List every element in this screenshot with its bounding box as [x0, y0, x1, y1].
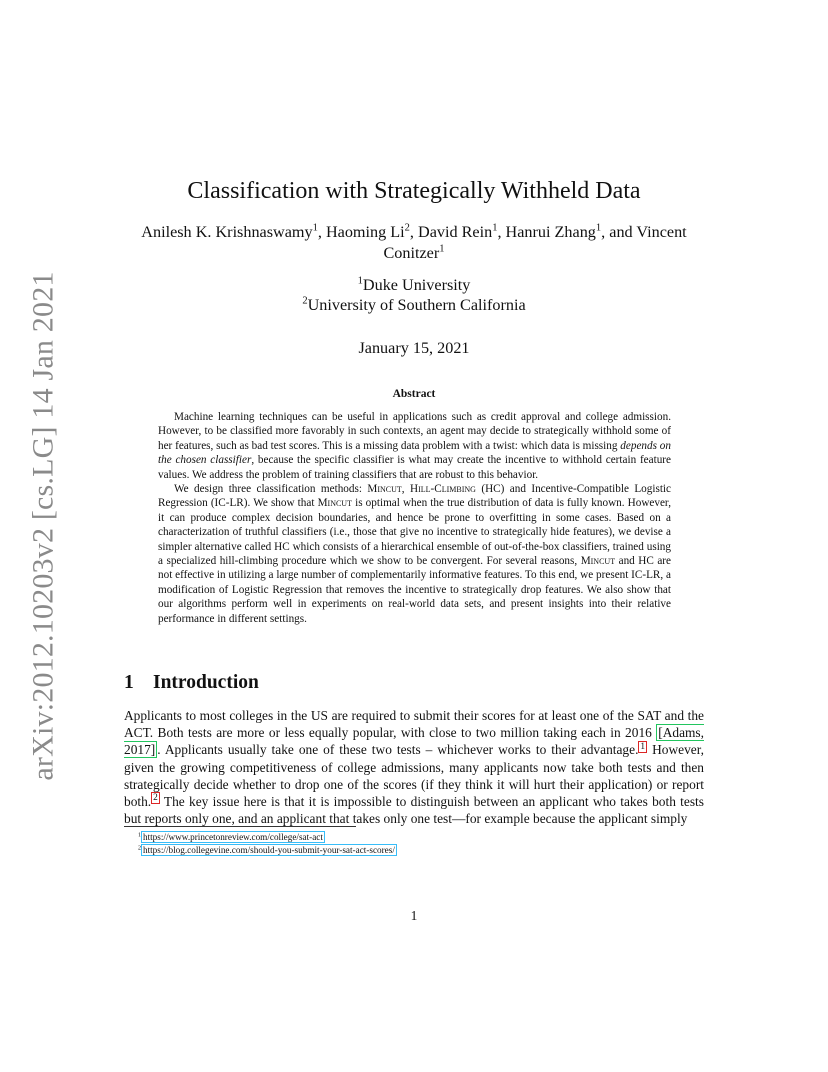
- introduction-body: [124, 707, 704, 827]
- abstract-text: and HC are not effective in utilizing a large number of complementarily informative features. To this end, we present IC-LR, a modification of Logistic Regression that removes the incentive to strategically drop features. We also show that our algorithms perform well in experiments on real-world data sets, and present insights into their relative performance in different settings.: [158, 555, 671, 625]
- affiliation-list: [124, 275, 704, 315]
- author-name: Hanrui Zhang: [505, 223, 596, 241]
- abstract-body: [158, 410, 671, 626]
- author-separator: ,: [317, 223, 326, 241]
- footnote-list: [124, 831, 397, 857]
- section-number: 1: [124, 672, 134, 693]
- abstract-text: ,: [401, 483, 410, 496]
- section-title: Introduction: [153, 672, 259, 693]
- method-name-hill-climbing: Hill-Climbing: [410, 483, 476, 496]
- abstract-heading: Abstract: [392, 388, 436, 400]
- author-separator: ,: [497, 223, 506, 241]
- author-separator: ,: [409, 223, 418, 241]
- abstract-text: (HC) and Incentive-Compatible Logistic Regression (IC-LR). We show that: [158, 483, 672, 510]
- author-affiliation-mark: 1: [439, 243, 445, 255]
- body-text: Applicants to most colleges in the US are required to submit their scores for at least one of the SAT and the ACT. Both tests are more or less equally popular, with close to two million taking each in 2016: [124, 708, 704, 741]
- affiliation-name: Duke University: [362, 276, 471, 294]
- affiliation: [124, 275, 704, 295]
- footnote-link[interactable]: 2: [153, 793, 158, 804]
- abstract-emphasis: depends on the chosen classifier: [158, 439, 671, 467]
- author-name: Haoming Li: [325, 223, 405, 241]
- author-separator: , and: [601, 223, 637, 241]
- footnote: [124, 831, 397, 844]
- author-name: Vincent Conitzer: [383, 223, 687, 262]
- author-name: David Rein: [418, 223, 493, 241]
- author-affiliation-mark: 1: [312, 222, 318, 234]
- abstract-paragraph: [158, 482, 671, 626]
- publication-date: January 15, 2021: [358, 339, 470, 357]
- abstract-paragraph: [158, 410, 671, 482]
- author-list: [124, 222, 704, 264]
- method-name-mincut: Mincut: [317, 497, 352, 510]
- footnote-url-link[interactable]: https://www.princetonreview.com/college/sat-act: [142, 832, 323, 842]
- arxiv-identifier-stamp: [24, 271, 64, 781]
- body-text: . Applicants usually take one of these two tests – whichever works to their advantage.: [157, 742, 639, 758]
- page-number: 1: [410, 908, 418, 923]
- affiliation-mark: 1: [357, 275, 363, 287]
- abstract-text: Machine learning techniques can be useful in applications such as credit approval and college admission. However, to be classified more favorably in such contexts, an agent may decide to strategically withhold some of her features, such as bad test scores. This is a missing data problem with a twist: which data is missing: [158, 411, 671, 452]
- footnote-divider: [124, 826, 356, 827]
- footnote-number: 2: [138, 845, 141, 852]
- introduction-paragraph: [124, 707, 704, 827]
- affiliation: [124, 295, 704, 315]
- footnote-number: 1: [138, 832, 141, 839]
- body-text: However, given the growing competitiveness of college admissions, many applicants now take both tests and then strategically decide whether to drop one of the scores (if they think it will hurt their application) or report both.: [124, 742, 704, 810]
- citation-link[interactable]: [Adams, 2017]: [124, 725, 704, 758]
- section-heading: [124, 672, 259, 694]
- author-affiliation-mark: 1: [595, 222, 602, 234]
- author-affiliation-mark: 1: [492, 222, 498, 234]
- affiliation-name: University of Southern California: [307, 296, 526, 314]
- method-name-mincut: Mincut: [580, 555, 616, 568]
- author-affiliation-mark: 2: [404, 222, 410, 234]
- arxiv-identifier-text: arXiv:2012.10203v2 [cs.LG] 14 Jan 2021: [27, 271, 61, 781]
- footnote-link[interactable]: 1: [640, 741, 646, 752]
- paper-title: Classification with Strategically Withheld Data: [187, 178, 641, 204]
- affiliation-mark: 2: [302, 295, 308, 307]
- footnote: [124, 844, 397, 857]
- footnote-url-link[interactable]: https://blog.collegevine.com/should-you-submit-your-sat-act-scores/: [142, 845, 395, 855]
- method-name-mincut: Mincut: [367, 483, 402, 496]
- author-name: Anilesh K. Krishnaswamy: [141, 223, 313, 241]
- abstract-text: is optimal when the true distribution of data is fully known. However, it can produce complex decision boundaries, and hence be prone to overfitting in some cases. Based on a characterization of truthful classifiers (i.e., those that give no incentive to strategically hide features), we devise a simpler alternative called HC which consists of a hierarchical ensemble of out-of-the-box classifiers, trained using a specialized hill-climbing procedure which we show to be convergent. For several reasons,: [158, 497, 672, 568]
- abstract-text: , because the specific classifier is what may create the incentive to withhold certain feature values. We address the problem of training classifiers that are robust to this behavior.: [158, 454, 671, 481]
- abstract-text: We design three classification methods:: [174, 483, 368, 496]
- body-text: The key issue here is that it is impossible to distinguish between an applicant who takes both tests but reports only one, and an applicant that takes only one test—for example because the applicant simply: [124, 794, 704, 827]
